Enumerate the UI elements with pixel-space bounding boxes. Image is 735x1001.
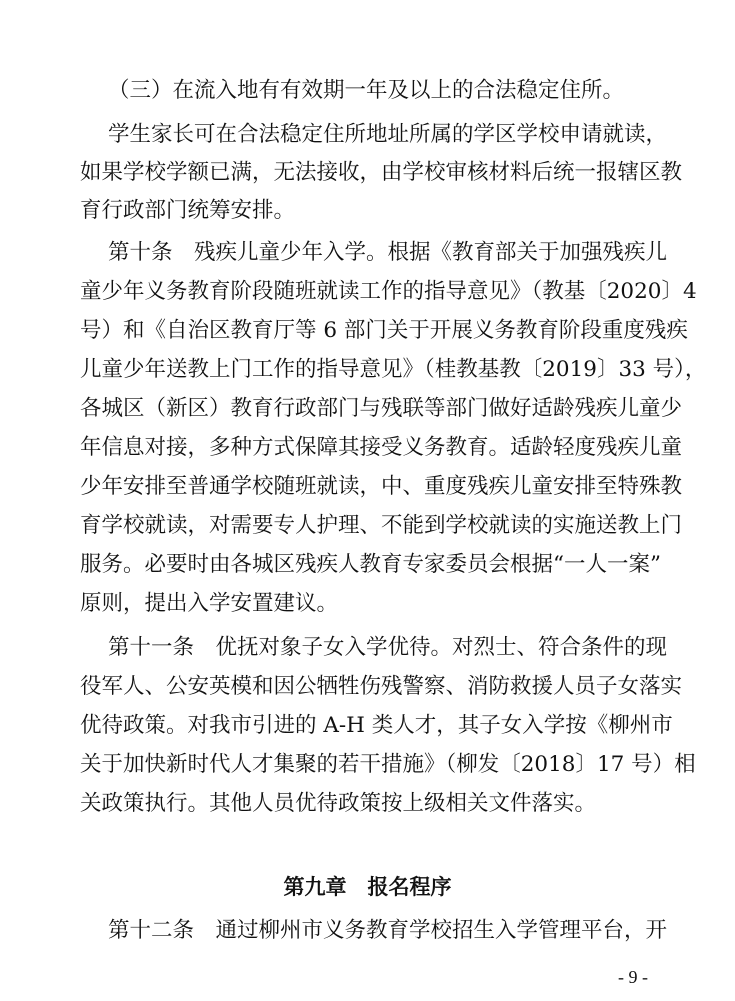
paragraph-line: 号）和《自治区教育厅等 6 部门关于开展义务教育阶段重度残疾 (80, 318, 688, 343)
paragraph-line: 关政策执行。其他人员优待政策按上级相关文件落实。 (80, 791, 597, 816)
chapter-heading: 第九章 报名程序 (283, 875, 452, 899)
paragraph-line: 各城区（新区）教育行政部门与残联等部门做好适龄残疾儿童少 (80, 396, 683, 421)
paragraph-line: 童少年义务教育阶段随班就读工作的指导意见》（教基〔2020〕4 (80, 279, 697, 304)
paragraph-line: 育学校就读，对需要专人护理、不能到学校就读的实施送教上门 (80, 513, 683, 538)
paragraph-line: 少年安排至普通学校随班就读，中、重度残疾儿童安排至特殊教 (80, 474, 683, 499)
paragraph-line: 育行政部门统筹安排。 (80, 198, 296, 223)
paragraph-line: 年信息对接，多种方式保障其接受义务教育。适龄轻度残疾儿童 (80, 435, 683, 460)
paragraph-line: 役军人、公安英模和因公牺牲伤残警察、消防救援人员子女落实 (80, 674, 683, 699)
paragraph-line: 原则，提出入学安置建议。 (80, 591, 339, 616)
paragraph-line: 第十一条 优抚对象子女入学优待。对烈士、符合条件的现 (108, 635, 668, 660)
paragraph-line: 第十条 残疾儿童少年入学。根据《教育部关于加强残疾儿 (108, 240, 668, 265)
paragraph-line: 优待政策。对我市引进的 A-H 类人才，其子女入学按《柳州市 (80, 713, 673, 738)
paragraph-line: 关于加快新时代人才集聚的若干措施》（柳发〔2018〕17 号）相 (80, 752, 696, 777)
paragraph-line: 第十二条 通过柳州市义务教育学校招生入学管理平台，开 (108, 918, 668, 943)
page-number: - 9 - (618, 967, 648, 987)
paragraph-line: （三）在流入地有有效期一年及以上的合法稳定住所。 (108, 78, 625, 103)
paragraph-line: 儿童少年送教上门工作的指导意见》（桂教基教〔2019〕33 号）， (80, 357, 707, 382)
paragraph-line: 学生家长可在合法稳定住所地址所属的学区学校申请就读， (108, 122, 668, 147)
paragraph-line: 服务。必要时由各城区残疾人教育专家委员会根据“一人一案” (80, 552, 661, 577)
paragraph-line: 如果学校学额已满，无法接收，由学校审核材料后统一报辖区教 (80, 160, 683, 185)
